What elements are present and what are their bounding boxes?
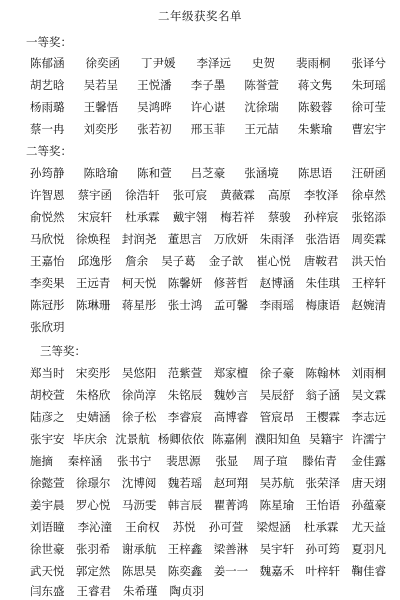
name: 徐子松	[121, 410, 157, 424]
name: 张浩语	[305, 232, 341, 246]
name: 张铭添	[351, 210, 386, 224]
name: 马欣悦	[30, 232, 65, 246]
name-row	[30, 431, 386, 447]
name-row	[30, 231, 386, 247]
name-row	[30, 475, 386, 491]
name: 戴宇翎	[172, 210, 208, 224]
name: 李奕果	[30, 276, 65, 290]
name: 刘雨桐	[351, 366, 386, 380]
name: 徐浩轩	[125, 188, 160, 202]
name: 丁尹媛	[141, 56, 176, 70]
name-row	[30, 541, 386, 557]
name: 沈景航	[115, 432, 150, 446]
name: 陈誉萱	[244, 78, 279, 92]
name: 杨雨璐	[30, 100, 65, 114]
name: 宋宸轩	[77, 210, 113, 224]
name: 李雨瑶	[259, 298, 295, 312]
name: 蔡骏	[267, 210, 291, 224]
name: 刘语瞳	[30, 520, 65, 534]
name: 张欣玥	[30, 320, 65, 334]
name: 徐璟尔	[75, 476, 111, 490]
name-row	[30, 297, 386, 313]
name: 朱佳琪	[305, 276, 341, 290]
name: 张士鸿	[167, 298, 203, 312]
name: 吴文霖	[351, 388, 386, 402]
name: 赵珂翔	[213, 476, 249, 490]
name: 孙筠静	[30, 166, 65, 180]
name: 张荣泽	[305, 476, 341, 490]
name: 柯天悦	[121, 276, 157, 290]
name: 翁子涵	[305, 388, 341, 402]
name: 史贺	[252, 56, 275, 70]
name: 郑家檀	[213, 366, 249, 380]
heading-first-prize: 一等奖：	[26, 35, 72, 49]
name: 郭定然	[75, 564, 111, 578]
name: 封润尧	[121, 232, 157, 246]
name: 孙蕴豪	[351, 498, 386, 512]
name: 蔡一冉	[30, 122, 65, 136]
name: 李沁潼	[77, 520, 113, 534]
name: 朱铭辰	[167, 388, 203, 402]
name: 俞悦然	[30, 210, 65, 224]
name: 陈奕鑫	[167, 564, 203, 578]
name: 陈晗瑜	[83, 166, 119, 180]
name: 叶梓轩	[305, 564, 341, 578]
name: 许濡宁	[351, 432, 386, 446]
name: 李泽远	[196, 56, 231, 70]
heading-third-prize: 三等奖：	[40, 344, 86, 358]
name: 吕芝豪	[190, 166, 226, 180]
name: 范紫萱	[167, 366, 203, 380]
name: 沈徐瑞	[244, 100, 279, 114]
name: 曹宏宇	[351, 122, 386, 136]
name: 赵博涵	[259, 276, 295, 290]
name: 徐焕程	[75, 232, 111, 246]
name: 王远青	[75, 276, 111, 290]
name: 李子墨	[190, 78, 226, 92]
name: 朱格欣	[75, 388, 111, 402]
name: 陈馨妍	[167, 276, 203, 290]
name: 吴籍宇	[308, 432, 344, 446]
name-row	[30, 519, 386, 535]
name: 邢玉菲	[190, 122, 226, 136]
name: 徐尚淳	[121, 388, 157, 402]
name: 张宇安	[30, 432, 65, 446]
name: 吴若呈	[83, 78, 119, 92]
name-row	[30, 409, 386, 425]
name: 武天悦	[30, 564, 65, 578]
name: 胡艺晗	[30, 78, 65, 92]
name: 陈思昊	[121, 564, 157, 578]
name: 金佳露	[351, 454, 386, 468]
name: 周奕霖	[351, 232, 386, 246]
name: 孙可萱	[208, 520, 244, 534]
name: 李睿宸	[167, 410, 203, 424]
name: 鞠佳睿	[351, 564, 386, 578]
name: 王俞权	[125, 520, 160, 534]
name: 李志远	[351, 410, 386, 424]
name: 梅康语	[305, 298, 341, 312]
name: 徐卓然	[351, 188, 386, 202]
name: 管宸昂	[259, 410, 295, 424]
name: 张羽希	[75, 542, 111, 556]
name: 姜宇晨	[30, 498, 65, 512]
name: 朱紫瑜	[297, 122, 333, 136]
name: 裴雨桐	[296, 56, 331, 70]
name: 杜承霖	[125, 210, 160, 224]
name: 王梓轩	[351, 276, 386, 290]
name: 王元喆	[244, 122, 279, 136]
name-row	[30, 583, 386, 599]
name: 秦梓涵	[67, 454, 103, 468]
name: 滕佑青	[302, 454, 337, 468]
name: 许智恩	[30, 188, 65, 202]
name-row	[30, 497, 386, 513]
name: 徐世豪	[30, 542, 65, 556]
name-row	[30, 275, 386, 291]
name: 朱雨泽	[259, 232, 295, 246]
name: 宋奕彤	[75, 366, 111, 380]
name: 王梓鑫	[167, 542, 203, 556]
name: 杜承霖	[303, 520, 339, 534]
name: 裴思源	[166, 454, 201, 468]
name: 吴辰舒	[259, 388, 295, 402]
name: 王樱霖	[305, 410, 341, 424]
name: 吴苏航	[259, 476, 295, 490]
name: 洪天怡	[351, 254, 386, 268]
name: 徐可莹	[351, 100, 386, 114]
name: 陶贞羽	[169, 584, 204, 598]
name-row	[30, 99, 386, 115]
name-row	[30, 453, 386, 469]
name: 罗心悦	[75, 498, 111, 512]
name: 谢承航	[121, 542, 157, 556]
name: 黄薇霖	[220, 188, 255, 202]
name: 詹余	[125, 254, 149, 268]
name: 张可宸	[172, 188, 208, 202]
name: 魏妙言	[213, 388, 249, 402]
name: 瞿菁鸿	[213, 498, 249, 512]
name: 王怡语	[305, 498, 341, 512]
name: 陈琳珊	[75, 298, 111, 312]
name: 蒋星彤	[121, 298, 157, 312]
name: 王悦潘	[137, 78, 172, 92]
name: 张若初	[137, 122, 172, 136]
name: 郑当时	[30, 366, 65, 380]
name: 陆彦之	[30, 410, 65, 424]
name: 陈郁涵	[30, 56, 65, 70]
name: 董思言	[167, 232, 203, 246]
name: 朱珂瑶	[351, 78, 386, 92]
name: 金子歆	[208, 254, 244, 268]
name: 胡校萱	[30, 388, 65, 402]
name: 孙可筠	[305, 542, 341, 556]
name: 徐懿萱	[30, 476, 65, 490]
name: 张显	[215, 454, 239, 468]
name: 陈和萱	[137, 166, 172, 180]
name: 陈毅蓉	[297, 100, 333, 114]
name: 张译兮	[351, 56, 386, 70]
name: 唐鞍君	[303, 254, 339, 268]
name: 邱逸彤	[77, 254, 113, 268]
name: 赵婉清	[351, 298, 386, 312]
name: 许心谌	[190, 100, 226, 114]
name: 吴悠阳	[121, 366, 157, 380]
name: 濮阳知鱼	[254, 432, 301, 446]
name: 闫东盛	[30, 584, 65, 598]
name-row	[30, 121, 386, 137]
name: 孙梓宸	[303, 210, 339, 224]
name: 陈翰林	[305, 366, 341, 380]
name: 魏嘉禾	[259, 564, 295, 578]
name: 徐子豪	[259, 366, 295, 380]
name: 崔心悦	[256, 254, 291, 268]
name: 马沥雯	[121, 498, 157, 512]
name: 吴子葛	[161, 254, 196, 268]
name: 陈冠彤	[30, 298, 65, 312]
name: 魏若瑶	[167, 476, 203, 490]
name-row	[30, 319, 386, 335]
name: 陈思语	[297, 166, 333, 180]
name: 孟可馨	[213, 298, 249, 312]
name: 吴宇轩	[259, 542, 295, 556]
name: 周子瑄	[253, 454, 288, 468]
name: 沈博阅	[121, 476, 157, 490]
name: 尤天益	[351, 520, 386, 534]
name: 张书宁	[116, 454, 152, 468]
name-row	[30, 165, 386, 181]
name: 张涵境	[244, 166, 279, 180]
name: 韩言辰	[167, 498, 203, 512]
name: 梁善淋	[213, 542, 249, 556]
name: 王嘉怡	[30, 254, 65, 268]
document-title: 二年级获奖名单	[158, 9, 242, 23]
name: 刘奕彤	[83, 122, 119, 136]
name-row	[30, 187, 386, 203]
name-row	[30, 55, 386, 71]
name: 梅若祥	[220, 210, 255, 224]
name: 史婧涵	[75, 410, 111, 424]
name: 唐天翊	[351, 476, 386, 490]
name: 陈嘉俐	[212, 432, 247, 446]
name: 修菩哲	[213, 276, 249, 290]
name: 陈星瑜	[259, 498, 295, 512]
name: 朱希瑾	[123, 584, 158, 598]
name: 汪研函	[351, 166, 386, 180]
name: 毕庆余	[72, 432, 108, 446]
name: 苏悦	[172, 520, 196, 534]
name-row	[30, 253, 386, 269]
name: 梁煜涵	[256, 520, 291, 534]
name: 杨卿依依	[157, 432, 204, 446]
name-row	[30, 387, 386, 403]
name: 高原	[267, 188, 291, 202]
name: 蒋文隽	[297, 78, 333, 92]
name-row	[30, 209, 386, 225]
name: 施摘	[30, 454, 53, 468]
name-row	[30, 365, 386, 381]
name: 李牧泽	[303, 188, 339, 202]
name: 夏羽凡	[351, 542, 386, 556]
name: 徐奕函	[85, 56, 120, 70]
heading-second-prize: 二等奖：	[26, 144, 72, 158]
name: 高博睿	[213, 410, 249, 424]
name: 姜一一	[213, 564, 249, 578]
name-row	[30, 563, 386, 579]
name: 万欣妍	[213, 232, 249, 246]
name: 王睿君	[76, 584, 111, 598]
name: 王馨悟	[83, 100, 119, 114]
name: 蔡宇函	[77, 188, 113, 202]
name-row	[30, 77, 386, 93]
name: 吴鸿晔	[137, 100, 172, 114]
